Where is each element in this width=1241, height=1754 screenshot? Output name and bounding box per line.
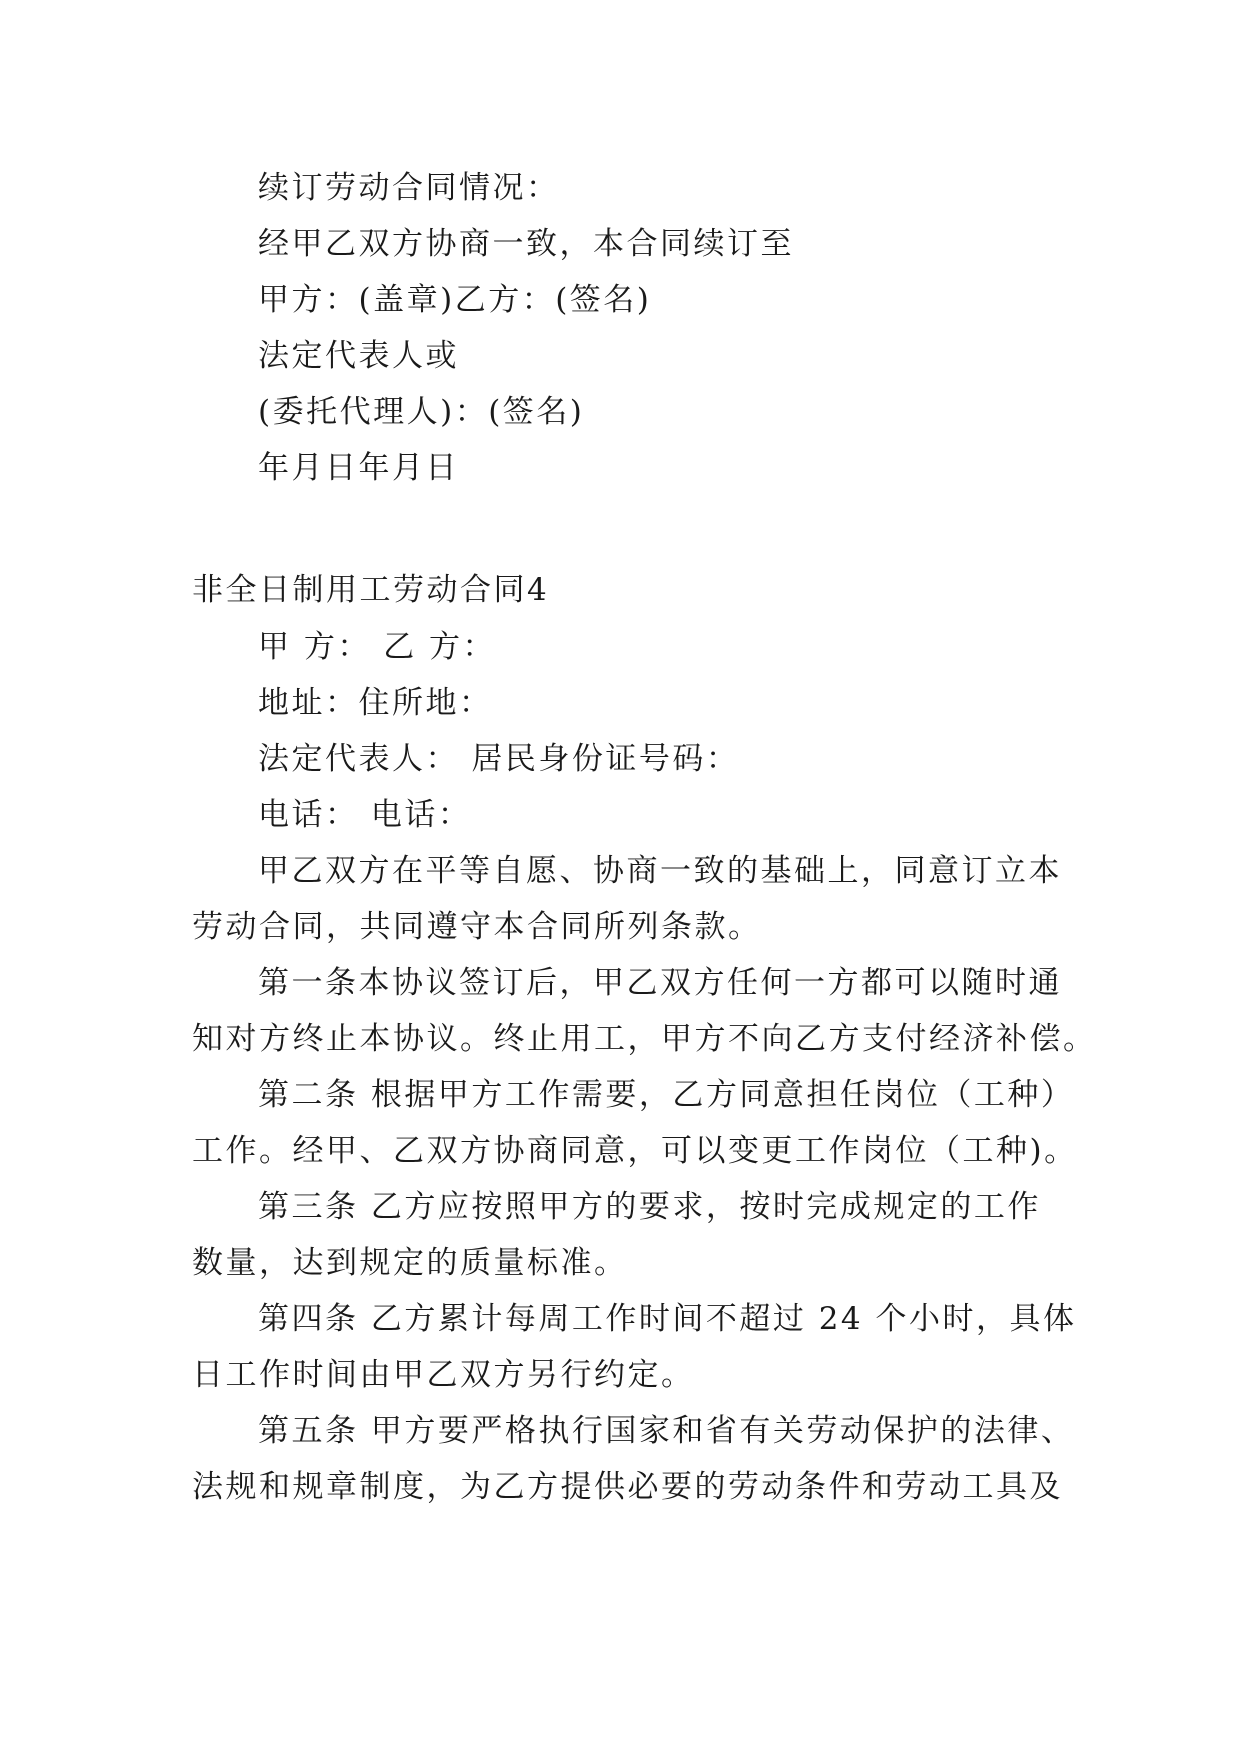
address-line: 地址：住所地： (258, 685, 493, 721)
representative-id-line: 法定代表人： 居民身份证号码： (258, 741, 740, 777)
article-3-line: 第三条 乙方应按照甲方的要求，按时完成规定的工作 (258, 1189, 1041, 1225)
article-3-line: 数量，达到规定的质量标准。 (192, 1245, 628, 1281)
article-4-line: 第四条 乙方累计每周工作时间不超过 24 个小时，具体 (258, 1301, 1077, 1337)
article-5-line: 第五条 甲方要严格执行国家和省有关劳动保护的法律、 (258, 1413, 1075, 1449)
preamble-line: 甲乙双方在平等自愿、协商一致的基础上，同意订立本 (258, 853, 1062, 889)
article-5-line: 法规和规章制度，为乙方提供必要的劳动条件和劳动工具及 (192, 1469, 1063, 1505)
renewal-agreement-line: 经甲乙双方协商一致，本合同续订至 (258, 226, 794, 262)
article-4-line: 日工作时间由甲乙双方另行约定。 (192, 1357, 695, 1393)
renewal-agent-line: (委托代理人)：(签名) (258, 394, 585, 430)
party-line: 甲 方： 乙 方： (258, 629, 497, 665)
contract-title: 非全日制用工劳动合同4 (192, 572, 550, 608)
renewal-date-line: 年月日年月日 (258, 450, 459, 486)
article-1-line: 第一条本协议签订后，甲乙双方任何一方都可以随时通 (258, 965, 1062, 1001)
article-2-line: 第二条 根据甲方工作需要，乙方同意担任岗位（工种） (258, 1077, 1075, 1113)
renewal-representative-line: 法定代表人或 (258, 338, 459, 374)
renewal-heading: 续订劳动合同情况： (258, 170, 560, 206)
renewal-signature-line: 甲方：(盖章)乙方：(签名) (258, 282, 652, 318)
article-1-line: 知对方终止本协议。终止用工，甲方不向乙方支付经济补偿。 (192, 1021, 1097, 1057)
article-2-line: 工作。经甲、乙双方协商同意，可以变更工作岗位（工种)。 (192, 1133, 1078, 1169)
preamble-line: 劳动合同，共同遵守本合同所列条款。 (192, 909, 762, 945)
phone-line: 电话： 电话： (258, 797, 472, 833)
